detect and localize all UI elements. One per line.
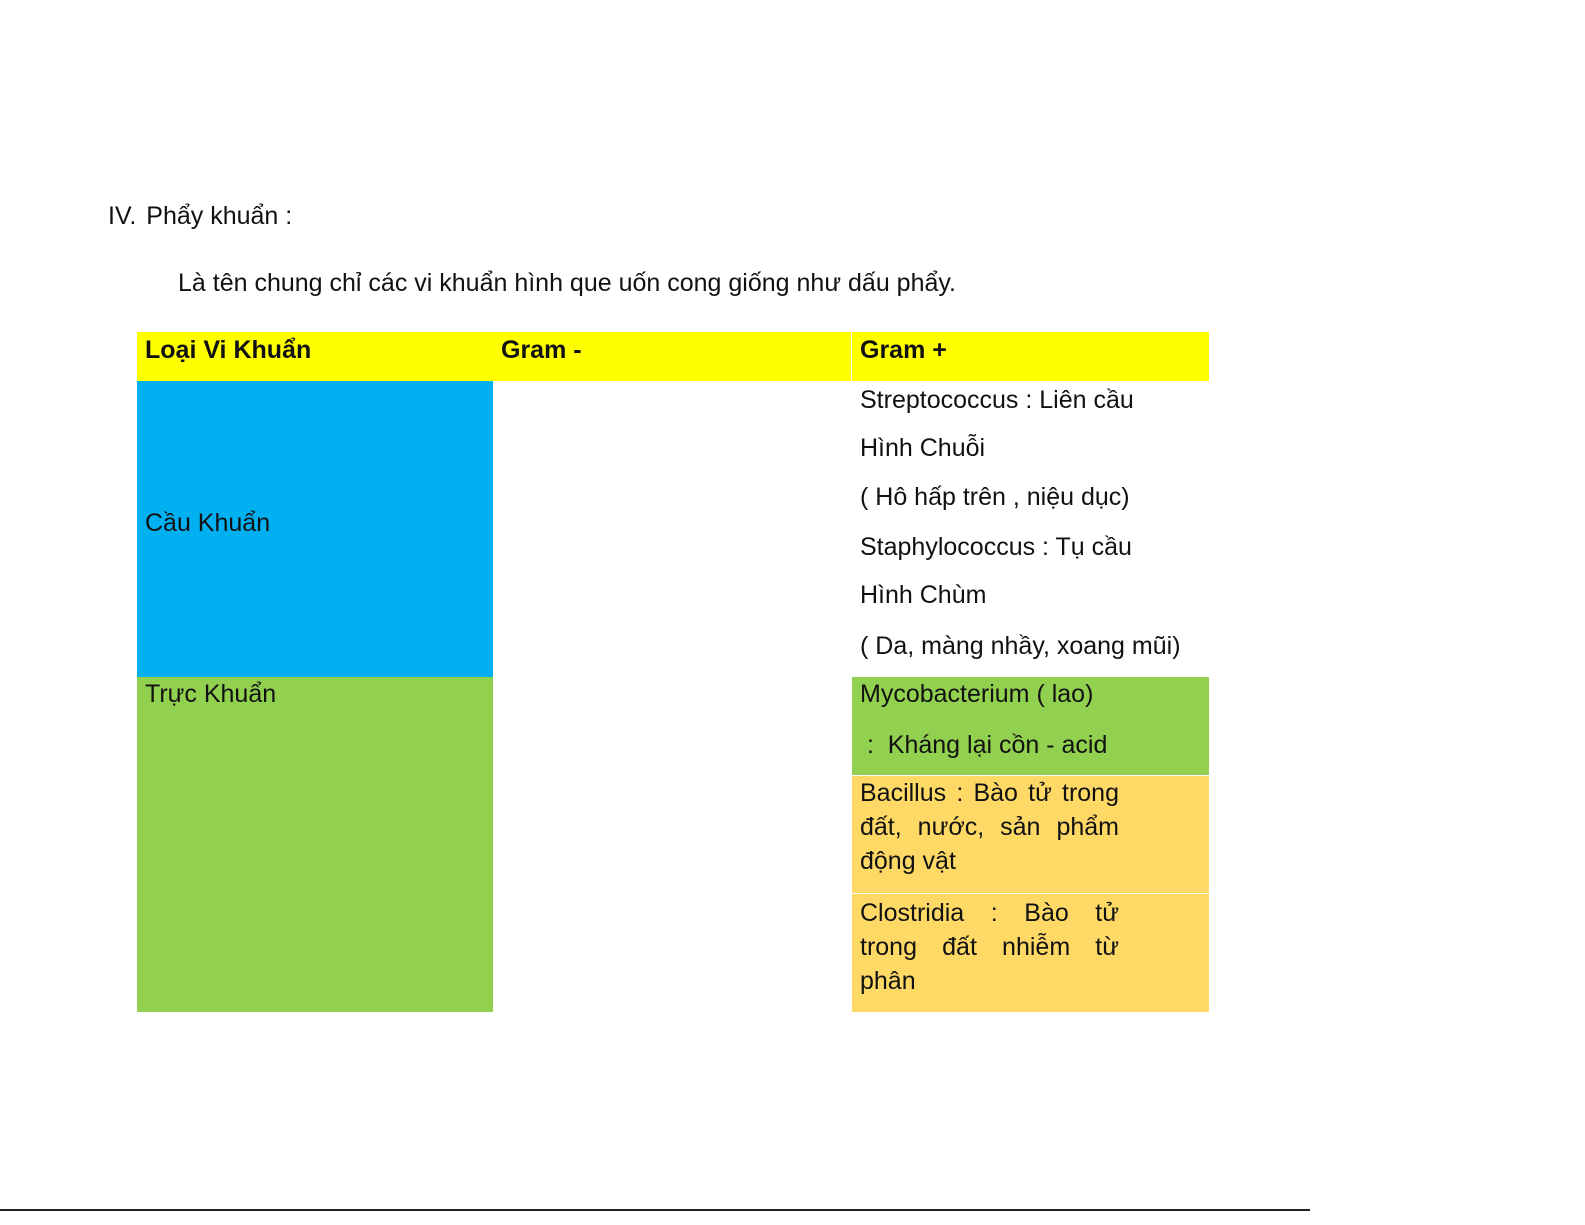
staphylococcus-line: Staphylococcus : Tụ cầu: [860, 533, 1132, 561]
cocci-cell: [137, 381, 493, 677]
cocci-gram-negative-cell: [493, 381, 851, 677]
mycobacterium-note: : Kháng lại cồn - acid: [860, 731, 1108, 759]
header-gram-negative: Gram -: [493, 332, 851, 381]
header-gram-positive: Gram +: [852, 332, 1209, 381]
bacilli-cell: [137, 677, 493, 1012]
clostridia-text: Clostridia : Bào tử trong đất nhiễm từ phân: [860, 899, 1119, 995]
section-title: Phẩy khuẩn :: [146, 202, 293, 230]
mycobacterium-name: Mycobacterium ( lao): [860, 680, 1094, 708]
section-intro: Là tên chung chỉ các vi khuẩn hình que uốn cong giống như dấu phẩy.: [178, 269, 956, 297]
staphylococcus-shape: Hình Chùm: [860, 581, 987, 609]
section-number: IV.: [108, 202, 137, 230]
streptococcus-line: Streptococcus : Liên cầu: [860, 386, 1134, 414]
staphylococcus-location: ( Da, màng nhầy, xoang mũi): [860, 632, 1181, 660]
streptococcus-location: ( Hô hấp trên , niệu dục): [860, 483, 1130, 511]
bacilli-label: Trực Khuẩn: [145, 680, 277, 708]
header-bacteria-type: Loại Vi Khuẩn: [137, 332, 493, 381]
bacillus-text: Bacillus : Bào tử trong đất, nước, sản phẩm động vật: [860, 779, 1119, 875]
section-heading: [108, 200, 292, 232]
streptococcus-shape: Hình Chuỗi: [860, 434, 986, 462]
bacilli-gram-negative-cell: [493, 677, 851, 1012]
page-bottom-rule: [0, 1209, 1310, 1211]
cocci-label: Cầu Khuẩn: [145, 509, 271, 537]
